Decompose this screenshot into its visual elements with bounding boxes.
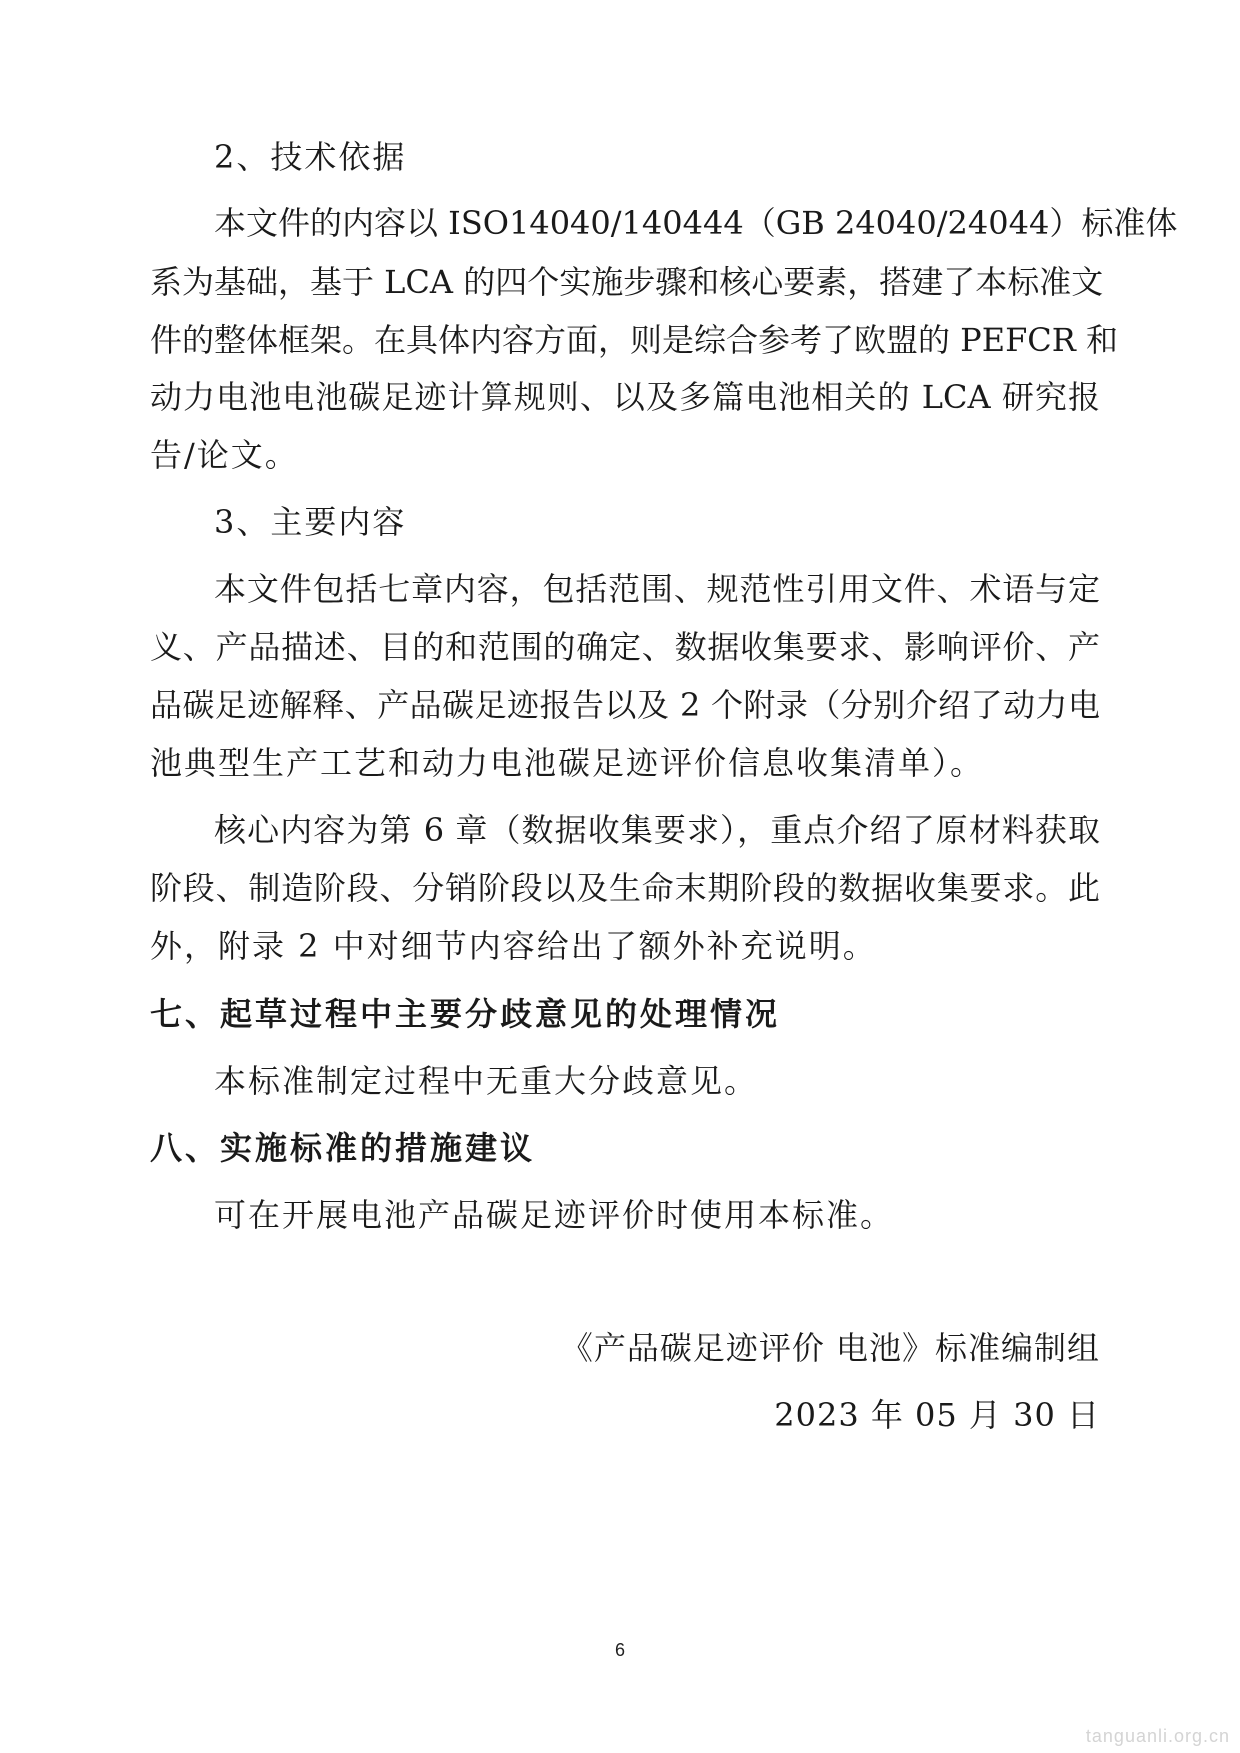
signature-date: 2023 年 05 月 30 日 (774, 1396, 1100, 1434)
section-heading-8: 八、实施标准的措施建议 (150, 1129, 536, 1167)
section-heading-7: 七、起草过程中主要分歧意见的处理情况 (150, 995, 781, 1033)
paragraph-line: 件的整体框架。在具体内容方面，则是综合参考了欧盟的 PEFCR 和 (150, 321, 1119, 359)
paragraph-line: 本标准制定过程中无重大分歧意见。 (214, 1062, 759, 1100)
watermark: tanguanli.org.cn (1085, 1726, 1230, 1746)
section-heading-3: 3、主要内容 (214, 503, 407, 541)
paragraph-line: 品碳足迹解释、产品碳足迹报告以及 2 个附录（分别介绍了动力电 (150, 686, 1100, 724)
paragraph-line: 系为基础，基于 LCA 的四个实施步骤和核心要素，搭建了本标准文 (150, 263, 1104, 301)
page-number: 6 (614, 1640, 625, 1660)
paragraph-line: 本文件的内容以 ISO14040/140444（GB 24040/24044）标准体 (214, 204, 1178, 242)
paragraph-line: 本文件包括七章内容，包括范围、规范性引用文件、术语与定 (214, 570, 1100, 608)
paragraph-line: 告/论文。 (150, 436, 299, 474)
paragraph-line: 核心内容为第 6 章（数据收集要求），重点介绍了原材料获取 (214, 811, 1100, 849)
paragraph-line: 阶段、制造阶段、分销阶段以及生命末期阶段的数据收集要求。此 (150, 869, 1100, 907)
paragraph-line: 可在开展电池产品碳足迹评价时使用本标准。 (214, 1196, 895, 1234)
paragraph-line: 外，附录 2 中对细节内容给出了额外补充说明。 (150, 927, 877, 965)
section-heading-2: 2、技术依据 (214, 138, 407, 176)
paragraph-line: 动力电池电池碳足迹计算规则、以及多篇电池相关的 LCA 研究报 (150, 378, 1100, 416)
paragraph-line: 池典型生产工艺和动力电池碳足迹评价信息收集清单）。 (150, 744, 985, 782)
paragraph-line: 义、产品描述、目的和范围的确定、数据收集要求、影响评价、产 (150, 628, 1100, 666)
signature-org: 《产品碳足迹评价 电池》标准编制组 (560, 1329, 1100, 1367)
